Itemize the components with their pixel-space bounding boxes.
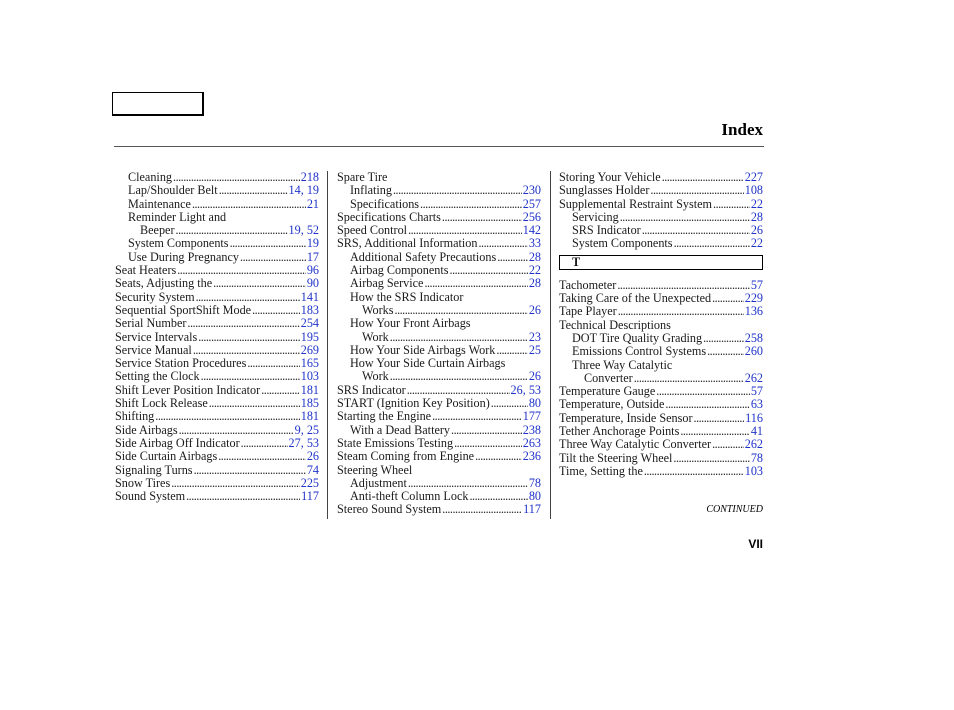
entry-label: Tether Anchorage Points — [559, 424, 680, 439]
entry-label: Technical Descriptions — [559, 317, 671, 332]
page-reference-link[interactable]: 262 — [744, 437, 763, 452]
dot-leader — [703, 332, 744, 345]
page-reference-link[interactable]: 103 — [300, 369, 319, 384]
index-entry — [115, 357, 319, 370]
index-entry — [559, 465, 763, 478]
dot-leader — [620, 211, 750, 224]
index-entry — [559, 452, 763, 465]
entry-label: Temperature Gauge — [559, 384, 656, 399]
page-reference-link[interactable]: 22 — [750, 236, 763, 251]
entry-label: Stereo Sound System — [337, 502, 442, 517]
page-reference-link[interactable]: 28 — [528, 249, 541, 264]
dot-leader — [673, 452, 749, 465]
entry-label: Shifting — [115, 409, 155, 424]
entry-label: Taking Care of the Unexpected — [559, 291, 712, 306]
index-entry — [337, 277, 541, 290]
dot-leader — [694, 412, 745, 425]
index-entry — [559, 224, 763, 237]
entry-label: Adjustment — [350, 475, 407, 490]
dot-leader — [454, 437, 522, 450]
page-reference-link[interactable]: 78 — [528, 475, 541, 490]
index-entry — [559, 438, 763, 451]
dot-leader — [497, 251, 528, 264]
index-entry — [337, 237, 541, 250]
dot-leader — [230, 237, 306, 250]
entry-label: Airbag Service — [350, 276, 424, 291]
page-reference-link[interactable]: 229 — [744, 291, 763, 306]
entry-label: Supplemental Restraint System — [559, 196, 713, 211]
page-reference-link[interactable]: 103 — [744, 463, 763, 478]
index-entry — [559, 305, 763, 318]
dot-leader — [713, 198, 750, 211]
index-entry — [115, 384, 319, 397]
index-entry — [115, 211, 319, 224]
index-entry — [337, 331, 541, 344]
entry-label: Lap/Shoulder Belt — [128, 183, 218, 198]
page-reference-link[interactable]: 254 — [300, 316, 319, 331]
page-reference-link[interactable]: 80 — [528, 489, 541, 504]
page-reference-link[interactable]: 33 — [528, 236, 541, 251]
dot-leader — [650, 184, 743, 197]
page-reference-link[interactable]: 9, 25 — [294, 422, 319, 437]
entry-label: Security System — [115, 289, 195, 304]
page-reference-link[interactable]: 63 — [750, 397, 763, 412]
entry-label: Shift Lever Position Indicator — [115, 382, 261, 397]
entry-label: Servicing — [572, 209, 619, 224]
index-entry — [337, 184, 541, 197]
entry-label: How the SRS Indicator — [350, 289, 464, 304]
entry-list — [115, 171, 319, 503]
dot-leader — [171, 477, 300, 490]
page-number: VII — [748, 537, 763, 551]
index-entry — [115, 410, 319, 423]
index-entry — [115, 437, 319, 450]
entry-label: Shift Lock Release — [115, 396, 208, 411]
entry-label: How Your Front Airbags — [350, 316, 471, 331]
index-entry — [337, 384, 541, 397]
index-entry — [115, 317, 319, 330]
continued-label: CONTINUED — [706, 504, 763, 515]
dot-leader — [617, 279, 749, 292]
index-entry — [115, 424, 319, 437]
entry-label: SRS Indicator — [337, 382, 406, 397]
entry-label: System Components — [128, 236, 229, 251]
page-reference-link[interactable]: 22 — [528, 263, 541, 278]
entry-label: Steam Coming from Engine — [337, 449, 475, 464]
entry-label: START (Ignition Key Position) — [337, 396, 490, 411]
index-entry — [337, 450, 541, 463]
dot-leader — [680, 425, 749, 438]
dot-leader — [176, 224, 288, 237]
dot-leader — [219, 184, 288, 197]
index-entry — [337, 264, 541, 277]
dot-leader — [491, 397, 528, 410]
entry-label: Sound System — [115, 489, 186, 504]
page-reference-link[interactable]: 27, 53 — [288, 435, 319, 450]
page-reference-link[interactable]: 263 — [522, 435, 541, 450]
dot-leader — [393, 184, 522, 197]
index-entry — [559, 372, 763, 385]
page-reference-link[interactable]: 78 — [750, 450, 763, 465]
dot-leader — [213, 277, 306, 290]
dot-leader — [192, 198, 306, 211]
dot-leader — [469, 490, 527, 503]
page-reference-link[interactable]: 57 — [750, 277, 763, 292]
entry-label: Tilt the Steering Wheel — [559, 450, 673, 465]
index-entry — [115, 490, 319, 503]
entry-label: Cleaning — [128, 170, 173, 184]
dot-leader — [674, 237, 750, 250]
dot-leader — [194, 464, 306, 477]
page-reference-link[interactable]: 26 — [528, 302, 541, 317]
index-entry — [337, 464, 541, 477]
page-reference-link[interactable]: 117 — [523, 502, 541, 517]
dot-leader — [261, 384, 300, 397]
index-entry — [337, 211, 541, 224]
page-reference-link[interactable]: 19 — [306, 236, 319, 251]
dot-leader — [420, 198, 522, 211]
index-entry — [559, 198, 763, 211]
entry-label: Side Curtain Airbags — [115, 449, 218, 464]
page-reference-link[interactable]: 26, 53 — [510, 382, 541, 397]
entry-label: Anti-theft Column Lock — [350, 489, 469, 504]
dot-leader — [479, 237, 528, 250]
page-reference-link[interactable]: 230 — [522, 183, 541, 198]
entry-label: Service Station Procedures — [115, 356, 247, 371]
dot-leader — [193, 344, 300, 357]
page-reference-link[interactable]: 41 — [750, 424, 763, 439]
page-title: Index — [721, 120, 763, 139]
dot-leader — [618, 305, 744, 318]
index-entry — [337, 410, 541, 423]
dot-leader — [656, 385, 750, 398]
entry-label: Signaling Turns — [115, 462, 193, 477]
dot-leader — [209, 397, 300, 410]
index-entry — [559, 237, 763, 250]
page-reference-link[interactable]: 74 — [306, 462, 319, 477]
page-reference-link[interactable]: 23 — [528, 329, 541, 344]
page-reference-link[interactable]: 17 — [306, 249, 319, 264]
page-reference-link[interactable]: 28 — [528, 276, 541, 291]
page-reference-link[interactable]: 142 — [522, 223, 541, 238]
page-reference-link[interactable]: 26 — [528, 369, 541, 384]
page-reference-link[interactable]: 80 — [528, 396, 541, 411]
dot-leader — [179, 424, 294, 437]
dot-leader — [424, 277, 527, 290]
page-reference-link[interactable]: 165 — [300, 356, 319, 371]
page-reference-link[interactable]: 22 — [750, 196, 763, 211]
entry-label: Steering Wheel — [337, 462, 413, 477]
page-reference-link[interactable]: 177 — [522, 409, 541, 424]
index-entry — [337, 357, 541, 370]
entry-label: Specifications — [350, 196, 420, 211]
index-entry — [115, 237, 319, 250]
entry-label: Sequential SportShift Mode — [115, 302, 252, 317]
page-reference-link[interactable]: 117 — [301, 489, 319, 504]
column-divider — [550, 171, 551, 519]
index-entry — [115, 184, 319, 197]
entry-label: Service Manual — [115, 342, 192, 357]
index-entry — [337, 477, 541, 490]
dot-leader — [196, 291, 300, 304]
page-reference-link[interactable]: 256 — [522, 209, 541, 224]
dot-leader — [407, 384, 510, 397]
index-entry — [559, 359, 763, 372]
page-reference-link[interactable]: 257 — [522, 196, 541, 211]
entry-label: Specifications Charts — [337, 209, 441, 224]
index-entry — [559, 398, 763, 411]
dot-leader — [218, 450, 306, 463]
index-entry — [559, 292, 763, 305]
page-reference-link[interactable]: 28 — [750, 209, 763, 224]
page-reference-link[interactable]: 14, 19 — [288, 183, 319, 198]
dot-leader — [173, 171, 300, 184]
entry-label: Storing Your Vehicle — [559, 170, 661, 184]
index-entry — [337, 503, 541, 516]
index-entry — [115, 224, 319, 237]
dot-leader — [634, 372, 744, 385]
index-entry — [337, 251, 541, 264]
column-divider — [327, 171, 328, 519]
dot-leader — [451, 424, 522, 437]
index-entry — [115, 171, 319, 184]
dot-leader — [155, 410, 299, 423]
dot-leader — [240, 251, 306, 264]
index-entry — [115, 198, 319, 211]
entry-label: Side Airbag Off Indicator — [115, 435, 240, 450]
dot-leader — [186, 490, 300, 503]
entry-label: Reminder Light and — [128, 209, 227, 224]
dot-leader — [450, 264, 528, 277]
entry-label: Sunglasses Holder — [559, 183, 650, 198]
index-entry — [115, 477, 319, 490]
dot-leader — [712, 292, 744, 305]
index-entry — [115, 464, 319, 477]
index-entry — [337, 304, 541, 317]
dot-leader — [390, 331, 528, 344]
entry-label: Temperature, Outside — [559, 397, 665, 412]
index-entry — [115, 344, 319, 357]
index-entry — [337, 397, 541, 410]
entry-label: Time, Setting the — [559, 463, 643, 478]
dot-leader — [665, 398, 749, 411]
index-entry — [115, 277, 319, 290]
dot-leader — [241, 437, 288, 450]
entry-label: Snow Tires — [115, 475, 171, 490]
entry-label: Spare Tire — [337, 170, 388, 184]
page-reference-link[interactable]: 258 — [744, 330, 763, 345]
index-entry — [337, 370, 541, 383]
entry-list — [337, 171, 541, 517]
index-entry — [337, 437, 541, 450]
index-entry — [559, 279, 763, 292]
entry-label: System Components — [572, 236, 673, 251]
index-entry — [559, 332, 763, 345]
index-entry — [559, 385, 763, 398]
entry-label: Speed Control — [337, 223, 408, 238]
entry-label: Inflating — [350, 183, 392, 198]
entry-label: State Emissions Testing — [337, 435, 454, 450]
index-column-1 — [115, 171, 319, 503]
dot-leader — [707, 345, 744, 358]
page-reference-link[interactable]: 26 — [306, 449, 319, 464]
page-reference-link[interactable]: 19, 52 — [288, 223, 319, 238]
index-entry — [115, 397, 319, 410]
dot-leader — [642, 224, 750, 237]
page-reference-link[interactable]: 57 — [750, 384, 763, 399]
index-entry — [559, 425, 763, 438]
entry-label: Beeper — [140, 223, 175, 238]
index-entry — [337, 198, 541, 211]
entry-label: Work — [362, 369, 389, 384]
entry-label: How Your Side Airbags Work — [350, 342, 496, 357]
entry-label: Tape Player — [559, 304, 617, 319]
index-column-3 — [559, 171, 763, 478]
dot-leader — [475, 450, 522, 463]
page-reference-link[interactable]: 183 — [300, 302, 319, 317]
index-entry — [559, 412, 763, 425]
dot-leader — [252, 304, 300, 317]
index-entry — [115, 291, 319, 304]
page-reference-link[interactable]: 116 — [745, 410, 763, 425]
entry-label: Converter — [584, 370, 633, 385]
entry-label: Tachometer — [559, 277, 617, 292]
index-entry — [559, 345, 763, 358]
index-entry — [559, 319, 763, 332]
index-entry — [337, 224, 541, 237]
dot-leader — [187, 317, 299, 330]
page-reference-link[interactable]: 26 — [750, 223, 763, 238]
entry-label: With a Dead Battery — [350, 422, 451, 437]
entry-label: Setting the Clock — [115, 369, 200, 384]
dot-leader — [395, 304, 528, 317]
page-reference-link[interactable]: 25 — [528, 342, 541, 357]
dot-leader — [201, 370, 300, 383]
dot-leader — [177, 264, 306, 277]
dot-leader — [442, 503, 522, 516]
index-entry — [115, 450, 319, 463]
index-entry — [115, 264, 319, 277]
page-reference-link[interactable]: 136 — [744, 304, 763, 319]
index-entry — [115, 370, 319, 383]
dot-leader — [644, 465, 744, 478]
entry-list — [559, 279, 763, 478]
entry-label: Use During Pregnancy — [128, 249, 240, 264]
entry-list — [559, 171, 763, 251]
index-entry — [115, 304, 319, 317]
page-reference-link[interactable]: 195 — [300, 329, 319, 344]
entry-label: Works — [362, 302, 394, 317]
page-reference-link[interactable]: 269 — [300, 342, 319, 357]
index-entry — [559, 211, 763, 224]
page-reference-link[interactable]: 236 — [522, 449, 541, 464]
entry-label: Maintenance — [128, 196, 191, 211]
entry-label: How Your Side Curtain Airbags — [350, 356, 506, 371]
index-entry — [337, 171, 541, 184]
index-entry — [337, 424, 541, 437]
dot-leader — [662, 171, 744, 184]
section-header-t: T — [559, 255, 763, 270]
index-entry — [559, 184, 763, 197]
page-reference-link[interactable]: 218 — [300, 170, 319, 184]
entry-label: Seat Heaters — [115, 263, 177, 278]
index-entry — [559, 171, 763, 184]
page-reference-link[interactable]: 262 — [744, 370, 763, 385]
entry-label: Three Way Catalytic Converter — [559, 437, 712, 452]
entry-label: Starting the Engine — [337, 409, 432, 424]
entry-label: Emissions Control Systems — [572, 344, 707, 359]
dot-leader — [247, 357, 299, 370]
index-entry — [337, 317, 541, 330]
entry-label: SRS Indicator — [572, 223, 641, 238]
page-reference-link[interactable]: 185 — [300, 396, 319, 411]
entry-label: DOT Tire Quality Grading — [572, 330, 703, 345]
dot-leader — [408, 477, 528, 490]
dot-leader — [408, 224, 522, 237]
entry-label: Service Intervals — [115, 329, 198, 344]
page-reference-link[interactable]: 141 — [300, 289, 319, 304]
index-entry — [337, 490, 541, 503]
page-reference-link[interactable]: 225 — [300, 475, 319, 490]
page-reference-link[interactable]: 96 — [306, 263, 319, 278]
entry-label: Serial Number — [115, 316, 187, 331]
dot-leader — [432, 410, 522, 423]
entry-label: Temperature, Inside Sensor — [559, 410, 693, 425]
dot-leader — [496, 344, 527, 357]
page-reference-link[interactable]: 260 — [744, 344, 763, 359]
index-column-2 — [337, 171, 541, 517]
page-reference-link[interactable]: 181 — [300, 382, 319, 397]
entry-label: Seats, Adjusting the — [115, 276, 213, 291]
page-reference-link[interactable]: 21 — [306, 196, 319, 211]
header-rule — [114, 146, 764, 147]
page-reference-link[interactable]: 238 — [522, 422, 541, 437]
page-reference-link[interactable]: 227 — [744, 170, 763, 184]
dot-leader — [198, 331, 299, 344]
entry-label: Work — [362, 329, 389, 344]
index-entry — [115, 251, 319, 264]
index-entry — [337, 291, 541, 304]
chapter-tab-box — [112, 92, 204, 116]
index-entry — [337, 344, 541, 357]
entry-label: Side Airbags — [115, 422, 178, 437]
entry-label: Airbag Components — [350, 263, 449, 278]
entry-label: SRS, Additional Information — [337, 236, 478, 251]
page-reference-link[interactable]: 108 — [744, 183, 763, 198]
page-reference-link[interactable]: 90 — [306, 276, 319, 291]
dot-leader — [712, 438, 744, 451]
page-reference-link[interactable]: 181 — [300, 409, 319, 424]
dot-leader — [390, 370, 528, 383]
index-entry — [115, 331, 319, 344]
entry-label: Additional Safety Precautions — [350, 249, 497, 264]
entry-label: Three Way Catalytic — [572, 357, 673, 372]
dot-leader — [442, 211, 522, 224]
